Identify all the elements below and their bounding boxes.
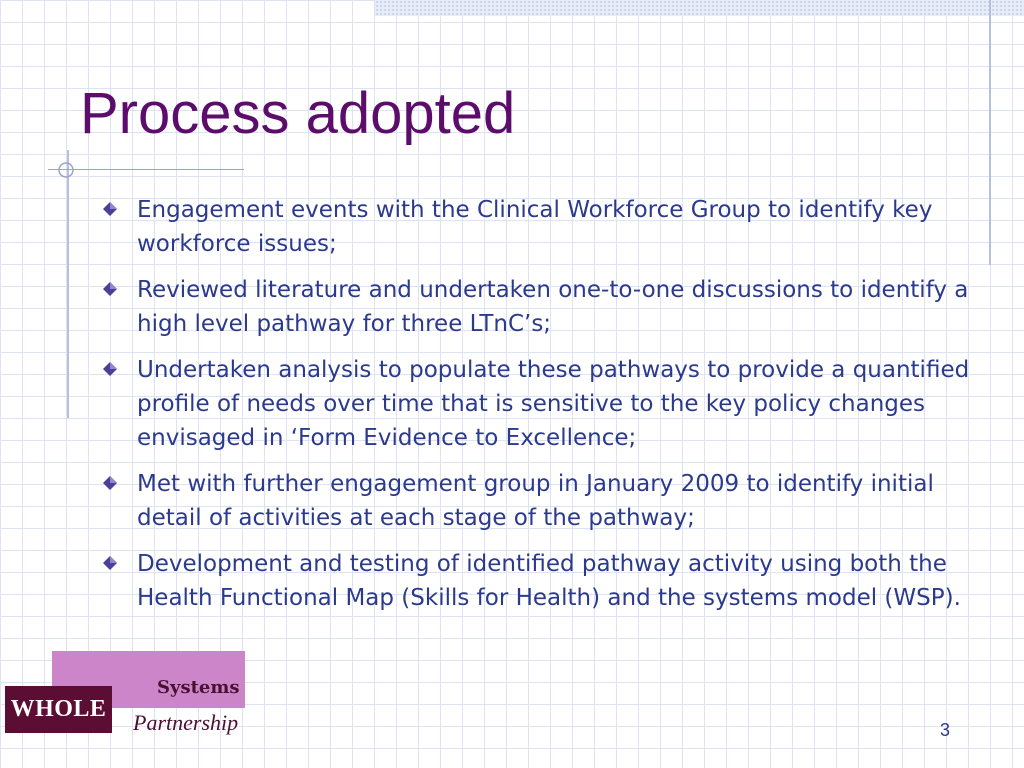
logo-whole-box: WHOLE: [5, 686, 112, 733]
diamond-bullet-icon: [102, 555, 118, 571]
whole-systems-partnership-logo: [0, 648, 250, 740]
left-decorative-line: [67, 150, 69, 418]
diamond-bullet-icon: [102, 475, 118, 491]
bullet-list: [100, 193, 980, 627]
logo-partnership-text: Partnership: [133, 710, 239, 735]
crosshair-icon: [56, 160, 76, 180]
bullet-text: Engagement events with the Clinical Workforce Group to identify key workforce issues;: [137, 197, 933, 257]
bullet-item: [100, 193, 980, 261]
bullet-text: Development and testing of identified pathway activity using both the Health Functional Map (Skills for Health) and the systems model (WSP).: [137, 551, 961, 611]
diamond-bullet-icon: [102, 361, 118, 377]
slide-title: Process adopted: [80, 81, 516, 146]
diamond-bullet-icon: [102, 201, 118, 217]
page-number: 3: [940, 720, 951, 740]
bullet-text: Reviewed literature and undertaken one-to-one discussions to identify a high level pathway for three LTnC’s;: [137, 277, 969, 337]
logo-systems-text: Systems: [157, 677, 240, 698]
diamond-bullet-icon: [102, 281, 118, 297]
bullet-text: Undertaken analysis to populate these pathways to provide a quantified profile of needs over time that is sensitive to the key policy changes envisaged in ‘Form Evidence to Excellence;: [137, 357, 970, 451]
bullet-item: [100, 273, 980, 341]
title-underline: [48, 169, 244, 170]
bullet-item: [100, 353, 980, 455]
bullet-item: [100, 467, 980, 535]
bullet-item: [100, 547, 980, 615]
top-decorative-strip: [375, 0, 1024, 16]
right-decorative-line: [989, 0, 991, 265]
bullet-text: Met with further engagement group in January 2009 to identify initial detail of activities at each stage of the pathway;: [137, 471, 934, 531]
